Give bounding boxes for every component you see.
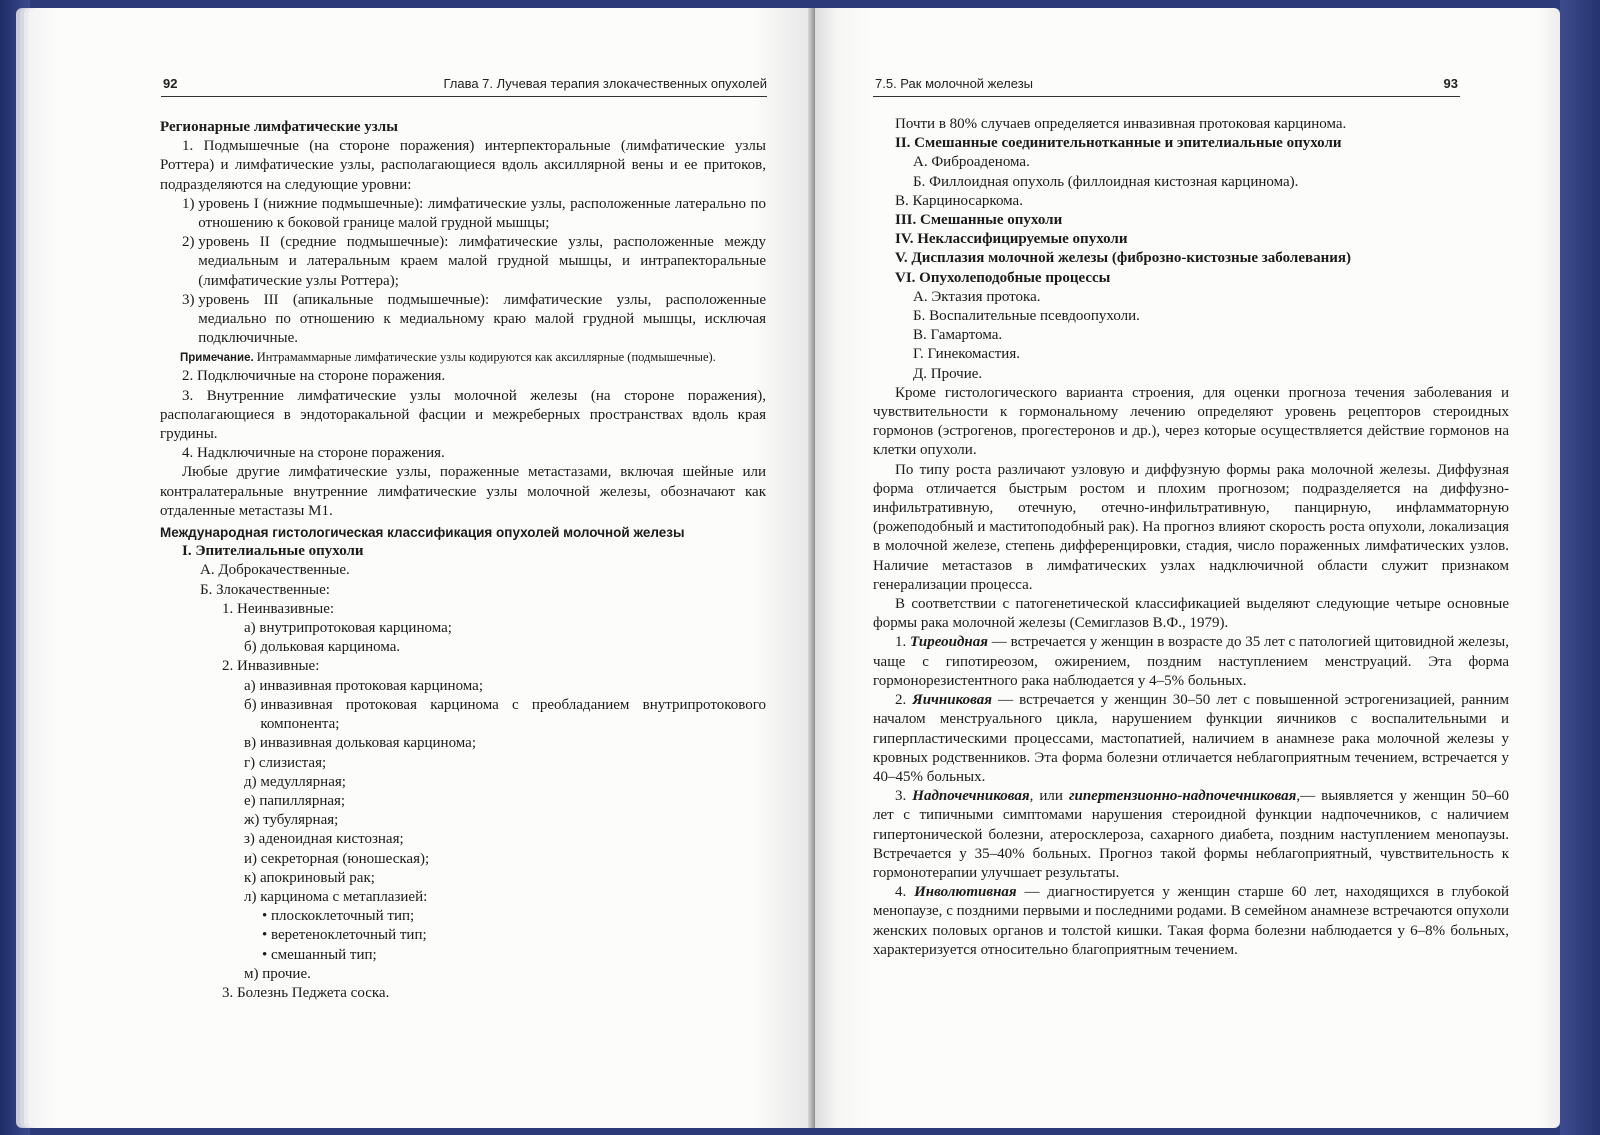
note: Примечание. Интрамаммарные лимфатические узлы кодируются как аксиллярные (подмышечные).	[180, 350, 716, 365]
classification-item: Г. Гинекомастия.	[913, 346, 1020, 363]
paragraph: 3. Внутренние лимфатические узлы молочной железы (на стороне поражения), располагающиеся в эндоторакальной фасции и межреберных пространствах вдоль края грудины.	[160, 387, 766, 443]
form-paragraph: 3. Надпочечниковая, или гипертензионно-надпочечниковая,— выявляется у женщин 50–60 лет с типичными симптомами нарушения стероидной функции надпочечников, с наличием гипертонической болезни, атеросклероза, сахарного диабета, поздним наступлением менопаузы. Встречается у 35–40% больных. Прогноз такой формы неблагоприятный, чувствительность к гормонотерапии улучшает результаты.	[873, 788, 1509, 881]
form-name: Инволютивная	[914, 884, 1017, 901]
section-heading: Международная гистологическая классификация опухолей молочной железы	[160, 525, 685, 541]
page-left	[28, 8, 815, 1128]
section-heading: Регионарные лимфатические узлы	[160, 119, 398, 135]
form-paragraph: 2. Яичниковая — встречается у женщин 30–50 лет с повышенной эстрогенизацией, ранним началом менструального цикла, нарушением функции яичников с воспалительными и гиперпластическими процессами, мастопатией, наличием в анамнезе рака молочной железы у кровных родственников. Эта форма болезни отличается неблагоприятным течением, встречается у 40–45% больных.	[873, 692, 1510, 785]
header-rule	[873, 96, 1460, 97]
classification-item: 3. Болезнь Педжета соска.	[222, 984, 390, 1001]
form-paragraph: 1. Тиреоидная — встречается у женщин в возрасте до 35 лет с патологией щитовидной железы, чаще с гипотиреозом, ожирением, поздним наступлением менструаций. Эта форма гормонорезистентного рака наблюдается у 4–5% больных.	[873, 634, 1510, 689]
paragraph: 4. Надключичные на стороне поражения.	[182, 445, 445, 462]
paragraph: 2. Подключичные на стороне поражения.	[182, 368, 446, 385]
form-paragraph: 4. Инволютивная — диагностируется у женщин старше 60 лет, находящихся в глубокой менопаузе, с поздними первыми и последними родами. В семейном анамнезе встречаются опухоли женских половых органов и толстой кишки. Такая форма болезни наблюдается у 6–8% больных, характеризуется относительно благоприятным течением.	[873, 884, 1510, 958]
page-number: 93	[1443, 76, 1458, 91]
bullet-item: • смешанный тип;	[262, 946, 377, 963]
classification-item: VI. Опухолеподобные процессы	[895, 269, 1111, 286]
classification-item: д) медуллярная;	[244, 773, 346, 790]
classification-item: II. Смешанные соединительнотканные и эпителиальные опухоли	[895, 135, 1342, 152]
classification-item: А. Фиброаденома.	[913, 154, 1030, 171]
classification-item: б) инвазивная протоковая карцинома с преобладанием внутрипротокового компонента;	[244, 696, 766, 733]
classification-item: л) карцинома с метаплазией:	[244, 888, 428, 905]
bullet-item: • плоскоклеточный тип;	[262, 908, 415, 925]
background-left	[0, 0, 30, 1135]
classification-item: е) папиллярная;	[244, 792, 346, 809]
classification-item: а) внутрипротоковая карцинома;	[244, 620, 452, 637]
classification-item: б) дольковая карцинома.	[244, 639, 401, 656]
classification-item: А. Эктазия протока.	[913, 288, 1041, 305]
classification-item: V. Дисплазия молочной железы (фиброзно-кистозные заболевания)	[895, 250, 1351, 267]
page-body	[873, 115, 1509, 960]
classification-item: г) слизистая;	[244, 754, 327, 771]
classification-item: IV. Неклассифицируемые опухоли	[895, 231, 1128, 248]
note-label: Примечание.	[180, 352, 254, 365]
classification-item: 2. Инвазивные:	[222, 658, 320, 675]
header-rule	[161, 96, 767, 97]
bullet-item: • веретеноклеточный тип;	[262, 927, 427, 944]
classification-item: к) апокриновый рак;	[244, 869, 375, 886]
list-item: 1) уровень I (нижние подмышечные): лимфатические узлы, расположенные латерально по отношению к боковой границе малой грудной мышцы;	[182, 195, 766, 232]
page-number: 92	[163, 76, 178, 91]
running-header-section: 7.5. Рак молочной железы	[875, 76, 1034, 91]
form-name: Яичниковая	[912, 692, 992, 709]
list-item: 3) уровень III (апикальные подмышечные): лимфатические узлы, расположенные медиально по отношению к медиальному краю малой грудной мышцы, исключая подключичные.	[182, 291, 766, 347]
classification-item: а) инвазивная протоковая карцинома;	[244, 677, 484, 694]
classification-item: Б. Воспалительные псевдоопухоли.	[913, 308, 1140, 325]
paragraph: 1. Подмышечные (на стороне поражения) интерпекторальные (лимфатические узлы Роттера) и лимфатические узлы, располагающиеся вдоль аксиллярной вены и ее притоков, подразделяются на следующие уровни:	[160, 138, 766, 193]
classification-item: 1. Неинвазивные:	[222, 600, 335, 617]
form-name: гипертензионно-надпочечниковая	[1068, 788, 1297, 805]
classification-item: В. Гамартома.	[913, 327, 1003, 344]
running-header-chapter: Глава 7. Лучевая терапия злокачественных опухолей	[443, 76, 767, 91]
classification-item: ж) тубулярная;	[244, 812, 339, 829]
form-name: Надпочечниковая	[912, 788, 1030, 805]
classification-item: Б. Филлоидная опухоль (филлоидная кистозная карцинома).	[913, 173, 1299, 190]
classification-item: В. Карциносаркома.	[895, 192, 1023, 209]
classification-item: м) прочие.	[244, 965, 311, 982]
list-item: 2) уровень II (средние подмышечные): лимфатические узлы, расположенные между медиальным и латеральным краем малой грудной мышцы, и интрапекторальные (лимфатические узлы Роттера);	[182, 234, 766, 289]
classification-item: А. Доброкачественные.	[200, 562, 350, 579]
form-name: Тиреоидная	[910, 634, 988, 651]
page-right	[815, 8, 1560, 1128]
classification-item: в) инвазивная дольковая карцинома;	[244, 735, 477, 752]
classification-item: Д. Прочие.	[913, 365, 983, 382]
paragraph: Кроме гистологического варианта строения, для оценки прогноза течения заболевания и чувствительности к гормональному лечению определяют уровень рецепторов стероидных гормонов (эстрогенов, прогестеронов и др.), через которые осуществляется действие гормонов на клетки опухоли.	[873, 384, 1509, 459]
classification-item: III. Смешанные опухоли	[895, 212, 1063, 229]
classification-item: и) секреторная (юношеская);	[244, 850, 430, 867]
page-body	[160, 118, 766, 1003]
paragraph: Любые другие лимфатические узлы, пораженные метастазами, включая шейные или контралатеральные внутренние лимфатические узлы молочной железы, обозначают как отдаленные метастазы М1.	[160, 464, 766, 519]
classification-item: I. Эпителиальные опухоли	[182, 543, 364, 560]
classification-item: з) аденоидная кистозная;	[244, 831, 404, 848]
paragraph: В соответствии с патогенетической классификацией выделяют следующие четыре основные формы рака молочной железы (Семиглазов В.Ф., 1979).	[873, 596, 1509, 632]
background-right	[1560, 0, 1600, 1135]
paragraph: По типу роста различают узловую и диффузную формы рака молочной железы. Диффузная форма отличается быстрым ростом и плохим прогнозом; подразделяется на диффузно-инфильтративную, отечную, отечно-инфильтративную, панцирную, инфламматорную (рожеподобный и маститоподобный рак). На прогноз влияют скорость роста опухоли, локализация в молочной железе, степень дифференцировки, стадия, число пораженных лимфатических узлов. Наличие метастазов в лимфатических узлах надключичной области служит признаком генерализации процесса.	[873, 461, 1509, 593]
classification-item: Б. Злокачественные:	[200, 581, 330, 598]
paragraph: Почти в 80% случаев определяется инвазивная протоковая карцинома.	[895, 116, 1347, 132]
